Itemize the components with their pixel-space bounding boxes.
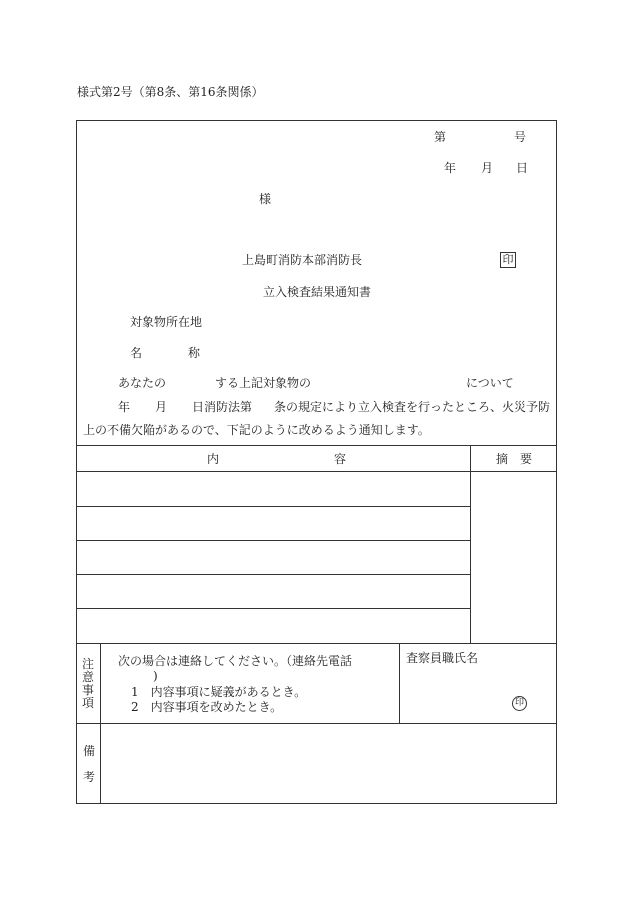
column-header-content-2: 容 xyxy=(334,452,347,466)
column-header-summary: 摘 要 xyxy=(496,452,533,466)
notes-label-char: 意 xyxy=(82,670,95,684)
date-day: 日 xyxy=(516,161,529,175)
date-month: 月 xyxy=(481,161,494,175)
notes-label-char: 項 xyxy=(82,696,95,710)
issuer-seal: 印 xyxy=(500,252,516,268)
column-header-content-1: 内 xyxy=(207,452,220,466)
body-line2-c: 日消防法第 xyxy=(192,400,253,414)
document-title: 立入検査結果通知書 xyxy=(263,285,372,299)
body-line1-a: あなたの xyxy=(118,376,167,390)
notes-item-1: 1 内容事項に疑義があるとき。 xyxy=(131,685,307,699)
target-name-label-1: 名 xyxy=(130,346,143,360)
body-line2-year: 年 xyxy=(118,400,131,414)
notes-label-char: 事 xyxy=(82,683,95,697)
notes-inspector-divider xyxy=(399,643,400,723)
notes-label-char: 注 xyxy=(82,657,95,671)
table-header-divider xyxy=(76,471,557,472)
table-column-divider xyxy=(470,445,471,643)
addressee-honorific: 様 xyxy=(259,192,272,206)
inspector-label: 査察員職氏名 xyxy=(406,651,479,665)
body-line2-month: 月 xyxy=(155,400,168,414)
table-row-line xyxy=(76,574,470,575)
issuer-title: 上島町消防本部消防長 xyxy=(242,253,363,267)
notes-line1-close: ) xyxy=(153,669,158,683)
table-row-line xyxy=(76,506,470,507)
notes-item-2: 2 内容事項を改めたとき。 xyxy=(131,700,283,714)
notes-line1: 次の場合は連絡してください。（連絡先電話 xyxy=(118,654,353,668)
target-name-label-2: 称 xyxy=(188,346,201,360)
number-prefix: 第 xyxy=(434,130,447,144)
remarks-label-2: 考 xyxy=(83,770,96,784)
remarks-label-1: 備 xyxy=(83,744,96,758)
form-label: 様式第2号（第8条、第16条関係） xyxy=(77,85,264,99)
target-location-label: 対象物所在地 xyxy=(130,315,203,329)
body-line1-c: について xyxy=(466,376,514,390)
inspector-seal: 印 xyxy=(512,696,527,711)
body-line3: 上の不備欠陥があるので、下記のように改めるよう通知します。 xyxy=(83,423,430,437)
body-line1-b: する上記対象物の xyxy=(215,376,312,390)
table-row-line xyxy=(76,540,470,541)
table-row-line xyxy=(76,608,470,609)
body-line2-d: 条の規定により立入検査を行ったところ、火災予防 xyxy=(274,400,551,414)
notes-bottom-border xyxy=(76,723,557,724)
table-top-border xyxy=(76,445,557,446)
table-bottom-border xyxy=(76,643,557,644)
number-suffix: 号 xyxy=(514,130,527,144)
date-year: 年 xyxy=(444,161,457,175)
